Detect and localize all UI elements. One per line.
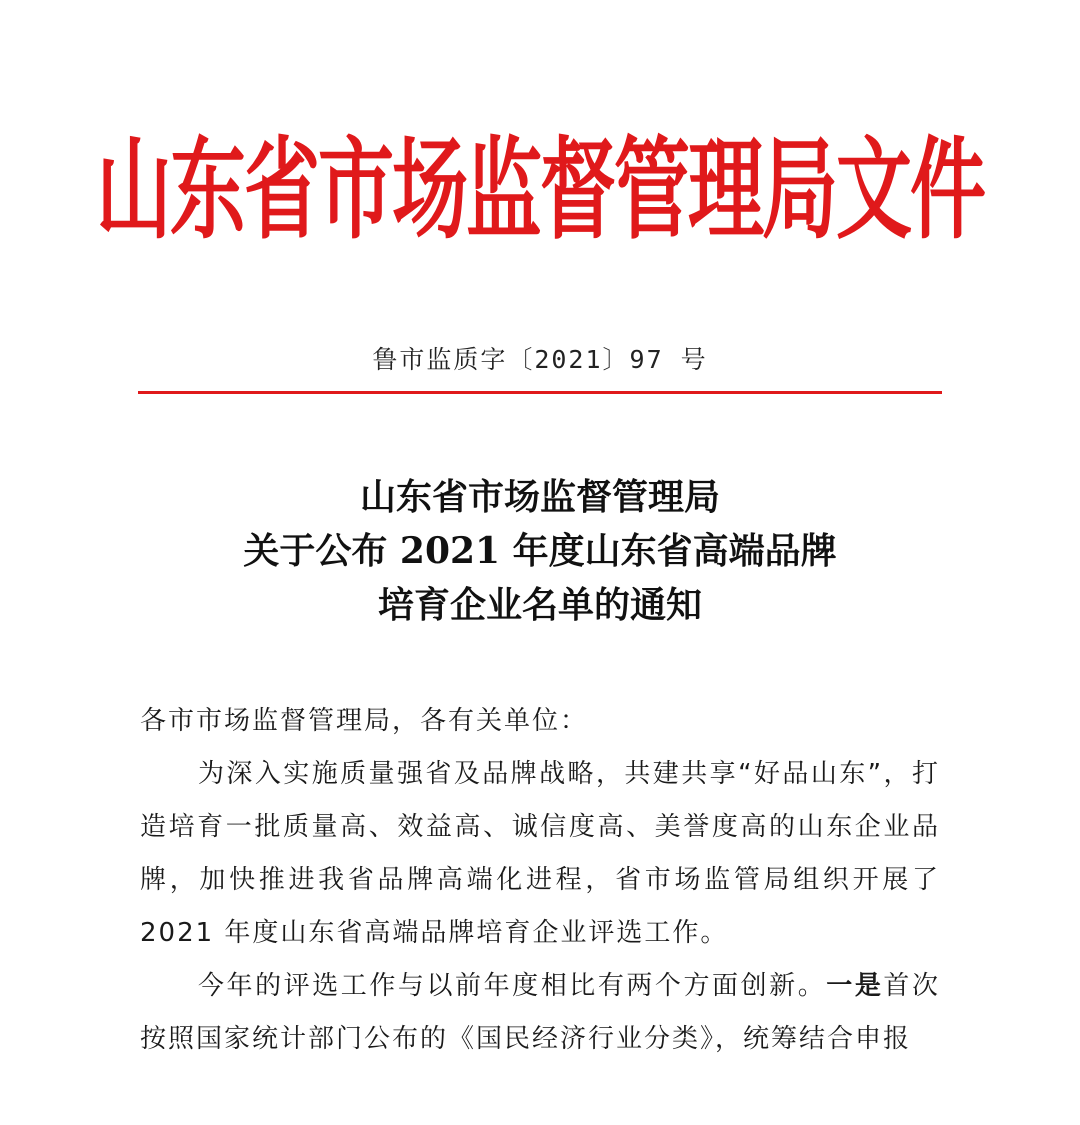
title-line-1: 山东省市场监督管理局 — [359, 476, 720, 518]
notice-title — [140, 470, 940, 632]
notice-body — [140, 695, 940, 1066]
salutation: 各市市场监督管理局，各有关单位： — [140, 706, 589, 736]
paragraph-2 — [140, 960, 940, 1066]
paragraph-1: 为深入实施质量强省及品牌战略，共建共享“好品山东”，打造培育一批质量高、效益高、诚信度高、美誉度高的山东企业品牌，加快推进我省品牌高端化进程，省市场监管局组织开展了 2021 年度山东省高端品牌培育企业评选工作。 — [140, 759, 940, 948]
title-line-3: 培育企业名单的通知 — [377, 584, 702, 626]
title-line-2: 关于公布 2021 年度山东省高端品牌 — [243, 530, 837, 572]
paragraph-2-emphasis: 一是 — [826, 971, 884, 1001]
red-divider-line — [138, 391, 942, 394]
paragraph-2-start: 今年的评选工作与以前年度相比有两个方面创新。 — [198, 971, 827, 1001]
masthead-title: 山东省市场监督管理局文件 — [96, 124, 984, 254]
paragraph-2-rest: 首次按照国家统计部门公布的《国民经济行业分类》，统筹结合申报 — [140, 971, 940, 1054]
document-number: 鲁市监质字〔2021〕97 号 — [372, 345, 708, 374]
